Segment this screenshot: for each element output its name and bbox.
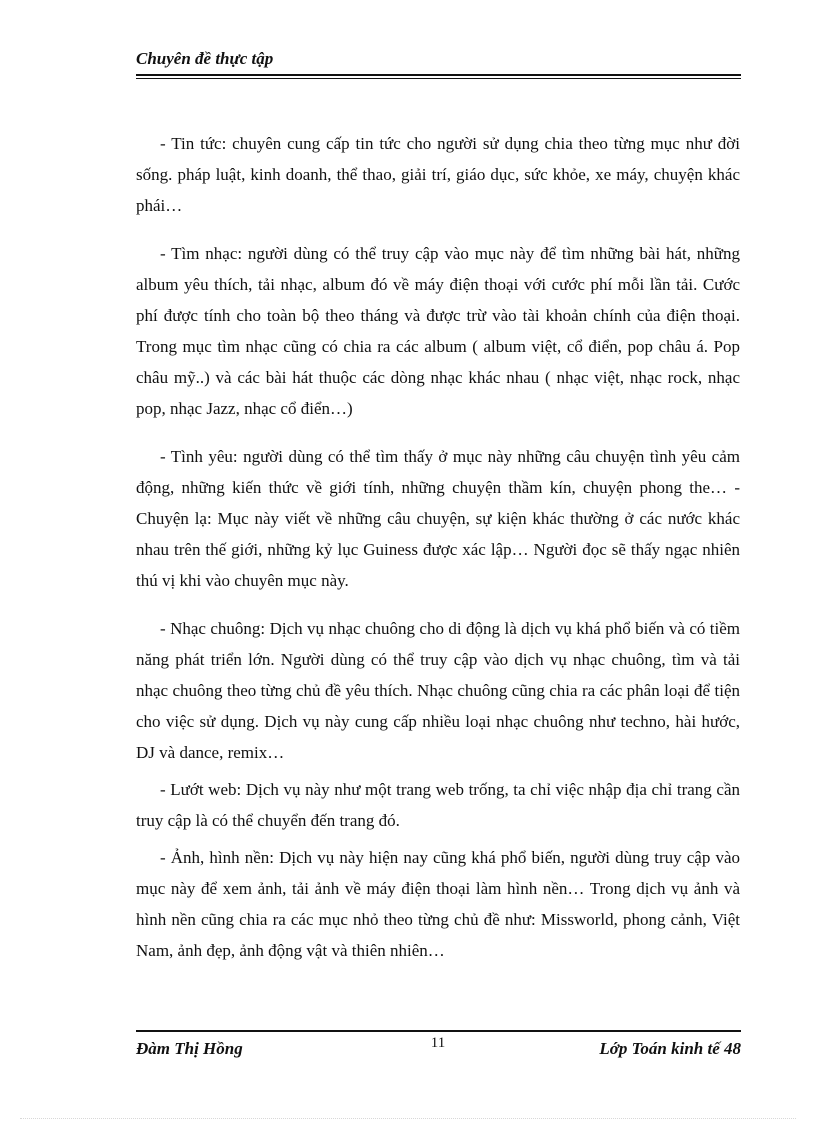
page-header: [136, 48, 741, 79]
page-number: 11: [430, 1035, 446, 1051]
paragraph-luot-web: - Lướt web: Dịch vụ này như một trang web trống, ta chỉ việc nhập địa chỉ trang cần truy cập là có thể chuyển đến trang đó.: [136, 780, 740, 830]
footer-author: Đàm Thị Hồng: [136, 1039, 243, 1058]
bottom-dotted-line: [20, 1118, 796, 1119]
document-body: [136, 128, 740, 983]
header-title: Chuyên đề thực tập: [136, 49, 274, 68]
header-rule-thin: [136, 78, 741, 79]
footer-row: [136, 1035, 741, 1061]
paragraph-anh-hinh-nen: - Ảnh, hình nền: Dịch vụ này hiện nay cũng khá phổ biến, người dùng truy cập vào mục này để xem ảnh, tải ảnh về máy điện thoại làm hình nền… Trong dịch vụ ảnh và hình nền cũng chia ra các mục nhỏ theo từng chủ đề như: Missworld, phong cảnh, Việt Nam, ảnh đẹp, ảnh động vật và thiên nhiên…: [136, 848, 740, 960]
paragraph-tim-nhac: - Tìm nhạc: người dùng có thể truy cập vào mục này để tìm những bài hát, những album yêu thích, tải nhạc, album đó về máy điện thoại với cước phí mỗi lần tải. Cước phí được tính cho toàn bộ theo tháng và được trừ vào tài khoản chính của điện thoại. Trong mục tìm nhạc cũng có chia ra các album ( album việt, cổ điển, pop châu á. Pop châu mỹ..) và các bài hát thuộc các dòng nhạc khác nhau ( nhạc việt, nhạc rock, nhạc pop, nhạc Jazz, nhạc cổ điển…): [136, 244, 740, 418]
header-rule-thick: [136, 74, 741, 76]
paragraph-tin-tuc: - Tin tức: chuyên cung cấp tin tức cho người sử dụng chia theo từng mục như đời sống. pháp luật, kinh doanh, thể thao, giải trí, giáo dục, sức khỏe, xe máy, chuyện khác phái…: [136, 134, 740, 215]
paragraph-nhac-chuong: - Nhạc chuông: Dịch vụ nhạc chuông cho di động là dịch vụ khá phổ biến và có tiềm năng phát triển lớn. Người dùng có thể truy cập vào dịch vụ nhạc chuông, tìm và tải nhạc chuông theo từng chủ đề yêu thích. Nhạc chuông cũng chia ra các phân loại để tiện cho việc sử dụng. Dịch vụ này cung cấp nhiều loại nhạc chuông như techno, hài hước, DJ và dance, remix…: [136, 619, 740, 762]
paragraph-tinh-yeu: - Tình yêu: người dùng có thể tìm thấy ở mục này những câu chuyện tình yêu cảm động, những kiến thức về giới tính, những chuyện thầm kín, chuyện phong the… - Chuyện lạ: Mục này viết về những câu chuyện, sự kiện khác thường ở các nước khác nhau trên thế giới, những kỷ lục Guiness được xác lập… Người đọc sẽ thấy ngạc nhiên thú vị khi vào chuyên mục này.: [136, 447, 740, 590]
footer-class-name: Lớp Toán kinh tế 48: [599, 1039, 741, 1058]
page-footer: [136, 1030, 741, 1061]
footer-rule: [136, 1030, 741, 1032]
